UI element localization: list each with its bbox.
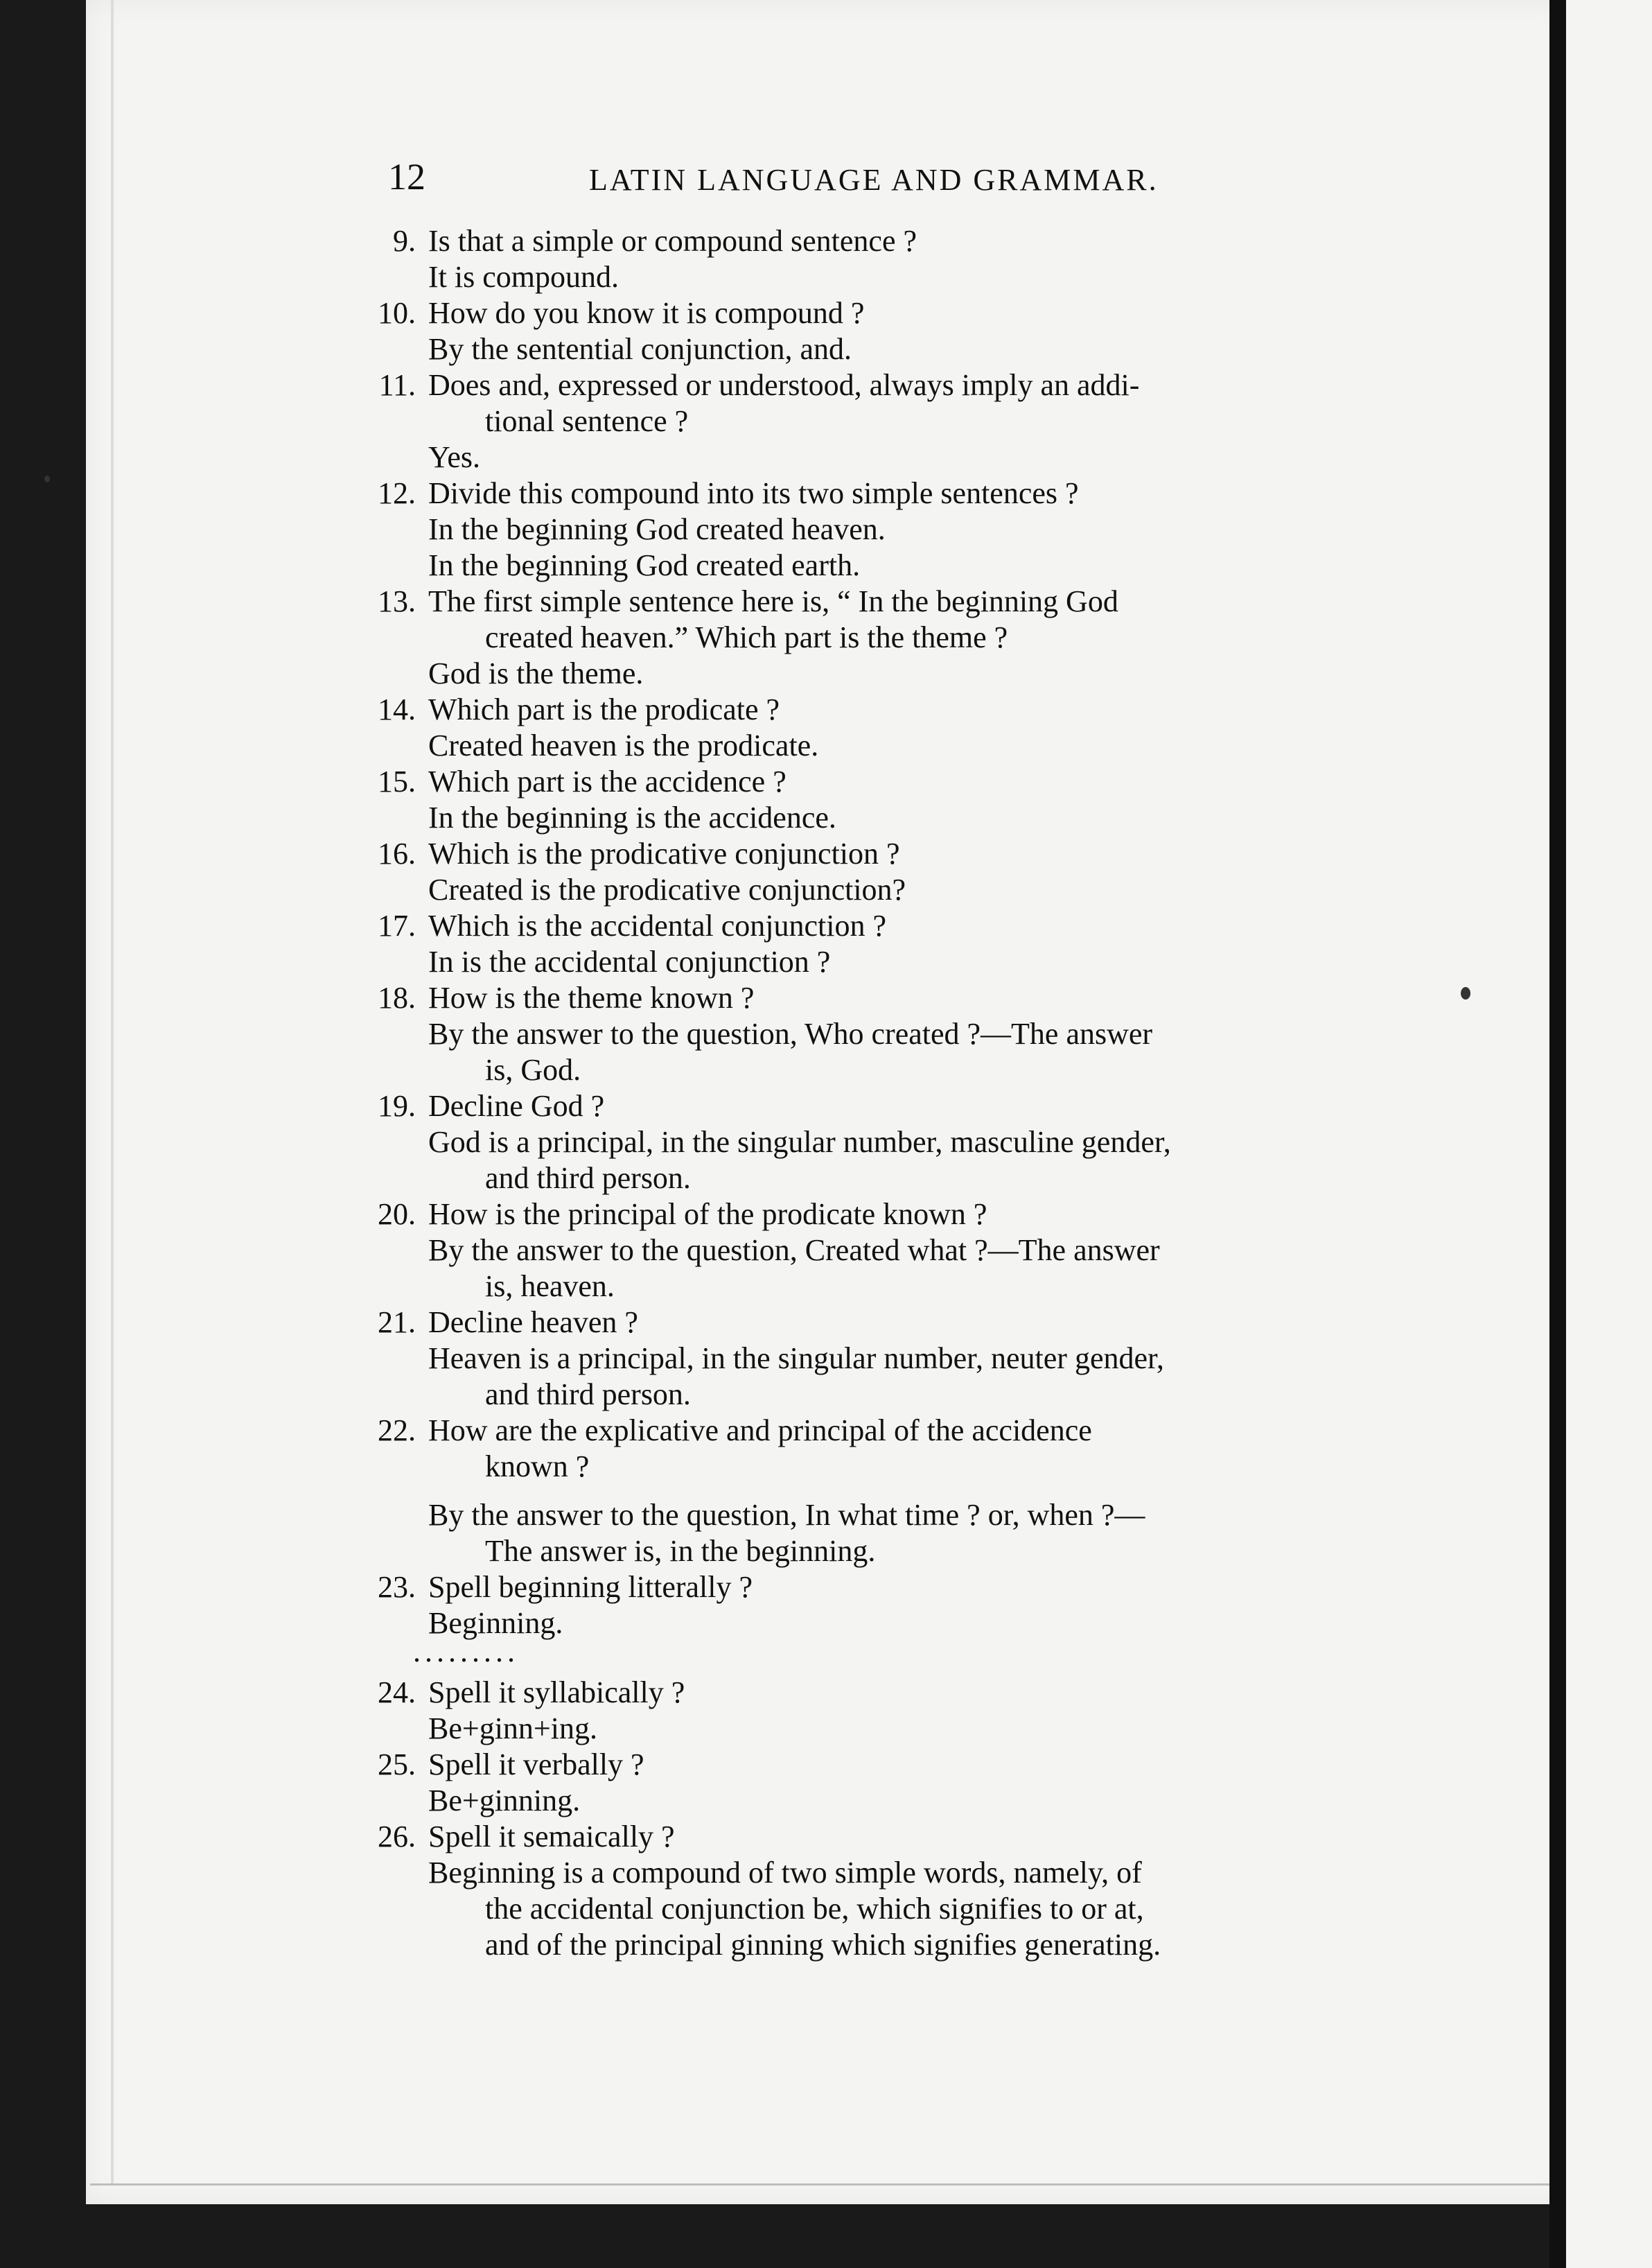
- qa-item-18: [346, 980, 1427, 1088]
- question-number: 19.: [378, 1089, 416, 1123]
- answer: By the answer to the question, Who created ?—The answer: [428, 1017, 1153, 1051]
- question: Spell it syllabically ?: [428, 1675, 685, 1709]
- answer-continuation: the accidental conjunction be, which signifies to or at,: [485, 1892, 1144, 1926]
- answer-continuation: is, heaven.: [485, 1269, 615, 1303]
- question: Which part is the prodicate ?: [428, 692, 780, 726]
- question-continuation: created heaven.” Which part is the theme ?: [485, 620, 1008, 654]
- gutter: [1549, 0, 1567, 2268]
- question: Is that a simple or compound sentence ?: [428, 224, 917, 258]
- answer-continuation: is, God.: [485, 1053, 581, 1087]
- question: The first simple sentence here is, “ In the beginning God: [428, 584, 1118, 618]
- question: Spell it verbally ?: [428, 1747, 644, 1781]
- qa-item-15: [346, 764, 1427, 836]
- answer: In the beginning God created heaven.: [428, 512, 886, 546]
- page-bottom-edge: [90, 2183, 1559, 2186]
- question: How is the theme known ?: [428, 981, 755, 1015]
- question-number: 18.: [378, 981, 416, 1015]
- running-title: LATIN LANGUAGE AND GRAMMAR.: [589, 163, 1159, 197]
- page-edge: [111, 0, 114, 2183]
- qa-item-9: [346, 223, 1427, 295]
- question: Which part is the accidence ?: [428, 765, 787, 799]
- qa-item-26: [346, 1819, 1427, 1963]
- answer: In the beginning is the accidence.: [428, 801, 836, 835]
- question: How is the principal of the prodicate known ?: [428, 1197, 987, 1231]
- question: Which is the accidental conjunction ?: [428, 909, 886, 943]
- question-number: 16.: [378, 837, 416, 871]
- page-number: 12: [388, 156, 425, 198]
- question-number: 24.: [378, 1675, 416, 1709]
- question: Spell beginning litterally ?: [428, 1570, 753, 1604]
- question-number: 14.: [378, 692, 416, 726]
- answer: In the beginning God created earth.: [428, 548, 861, 582]
- qa-item-22: [346, 1413, 1427, 1569]
- question: Decline God ?: [428, 1089, 605, 1123]
- answer: It is compound.: [428, 260, 619, 294]
- question-number: 23.: [378, 1570, 416, 1604]
- answer: Be+ginn+ing.: [428, 1711, 597, 1745]
- qa-item-21: [346, 1305, 1427, 1413]
- answer-continuation: and third person.: [485, 1161, 691, 1195]
- qa-item-23: [346, 1569, 1427, 1675]
- qa-item-10: [346, 295, 1427, 367]
- qa-item-12: [346, 476, 1427, 584]
- qa-item-25: [346, 1747, 1427, 1819]
- question-continuation: tional sentence ?: [485, 404, 689, 438]
- answer: By the answer to the question, Created what ?—The answer: [428, 1233, 1160, 1267]
- question: How do you know it is compound ?: [428, 296, 865, 330]
- question: Spell it semaically ?: [428, 1820, 675, 1853]
- speck: [44, 476, 50, 482]
- answer: By the answer to the question, In what time ? or, when ?—: [428, 1498, 1145, 1532]
- answer: God is the theme.: [428, 656, 644, 690]
- question: Decline heaven ?: [428, 1305, 638, 1339]
- answer: Created heaven is the prodicate.: [428, 729, 819, 762]
- answer: Created is the prodicative conjunction?: [428, 873, 906, 907]
- question: How are the explicative and principal of the accidence: [428, 1413, 1092, 1447]
- question-number: 26.: [378, 1820, 416, 1853]
- page-header: [388, 155, 1566, 211]
- dotted-line: .........: [413, 1634, 519, 1668]
- qa-item-11: [346, 367, 1427, 476]
- answer-continuation: and third person.: [485, 1377, 691, 1411]
- question: Divide this compound into its two simple sentences ?: [428, 476, 1079, 510]
- question-number: 10.: [378, 296, 416, 330]
- qa-item-20: [346, 1196, 1427, 1305]
- question-number: 17.: [378, 909, 416, 943]
- qa-item-14: [346, 692, 1427, 764]
- answer: Yes.: [428, 440, 481, 474]
- question-number: 20.: [378, 1197, 416, 1231]
- catechism-text: [346, 223, 1427, 1963]
- question-number: 13.: [378, 584, 416, 618]
- speck: [1461, 987, 1470, 1000]
- question-number: 11.: [378, 368, 416, 402]
- qa-item-19: [346, 1088, 1427, 1196]
- qa-item-24: [346, 1675, 1427, 1747]
- qa-item-13: [346, 584, 1427, 692]
- qa-item-17: [346, 908, 1427, 980]
- answer: Heaven is a principal, in the singular number, neuter gender,: [428, 1341, 1164, 1375]
- answer-continuation: and of the principal ginning which signifies generating.: [485, 1928, 1161, 1962]
- question-number: 25.: [378, 1747, 416, 1781]
- answer: In is the accidental conjunction ?: [428, 945, 831, 979]
- answer: God is a principal, in the singular number, masculine gender,: [428, 1125, 1171, 1159]
- answer-continuation: The answer is, in the beginning.: [485, 1534, 876, 1568]
- question-continuation: known ?: [485, 1449, 590, 1483]
- answer: Beginning.: [428, 1606, 563, 1640]
- qa-item-16: [346, 836, 1427, 908]
- question-number: 22.: [378, 1413, 416, 1447]
- question-number: 15.: [378, 765, 416, 799]
- adjacent-page: [1566, 0, 1652, 2268]
- answer: By the sentential conjunction, and.: [428, 332, 852, 366]
- answer: Beginning is a compound of two simple words, namely, of: [428, 1856, 1142, 1890]
- question: Which is the prodicative conjunction ?: [428, 837, 900, 871]
- question-number: 21.: [378, 1305, 416, 1339]
- question-number: 9.: [393, 224, 416, 258]
- answer: Be+ginning.: [428, 1783, 581, 1817]
- question: Does and, expressed or understood, always imply an addi-: [428, 368, 1140, 402]
- question-number: 12.: [378, 476, 416, 510]
